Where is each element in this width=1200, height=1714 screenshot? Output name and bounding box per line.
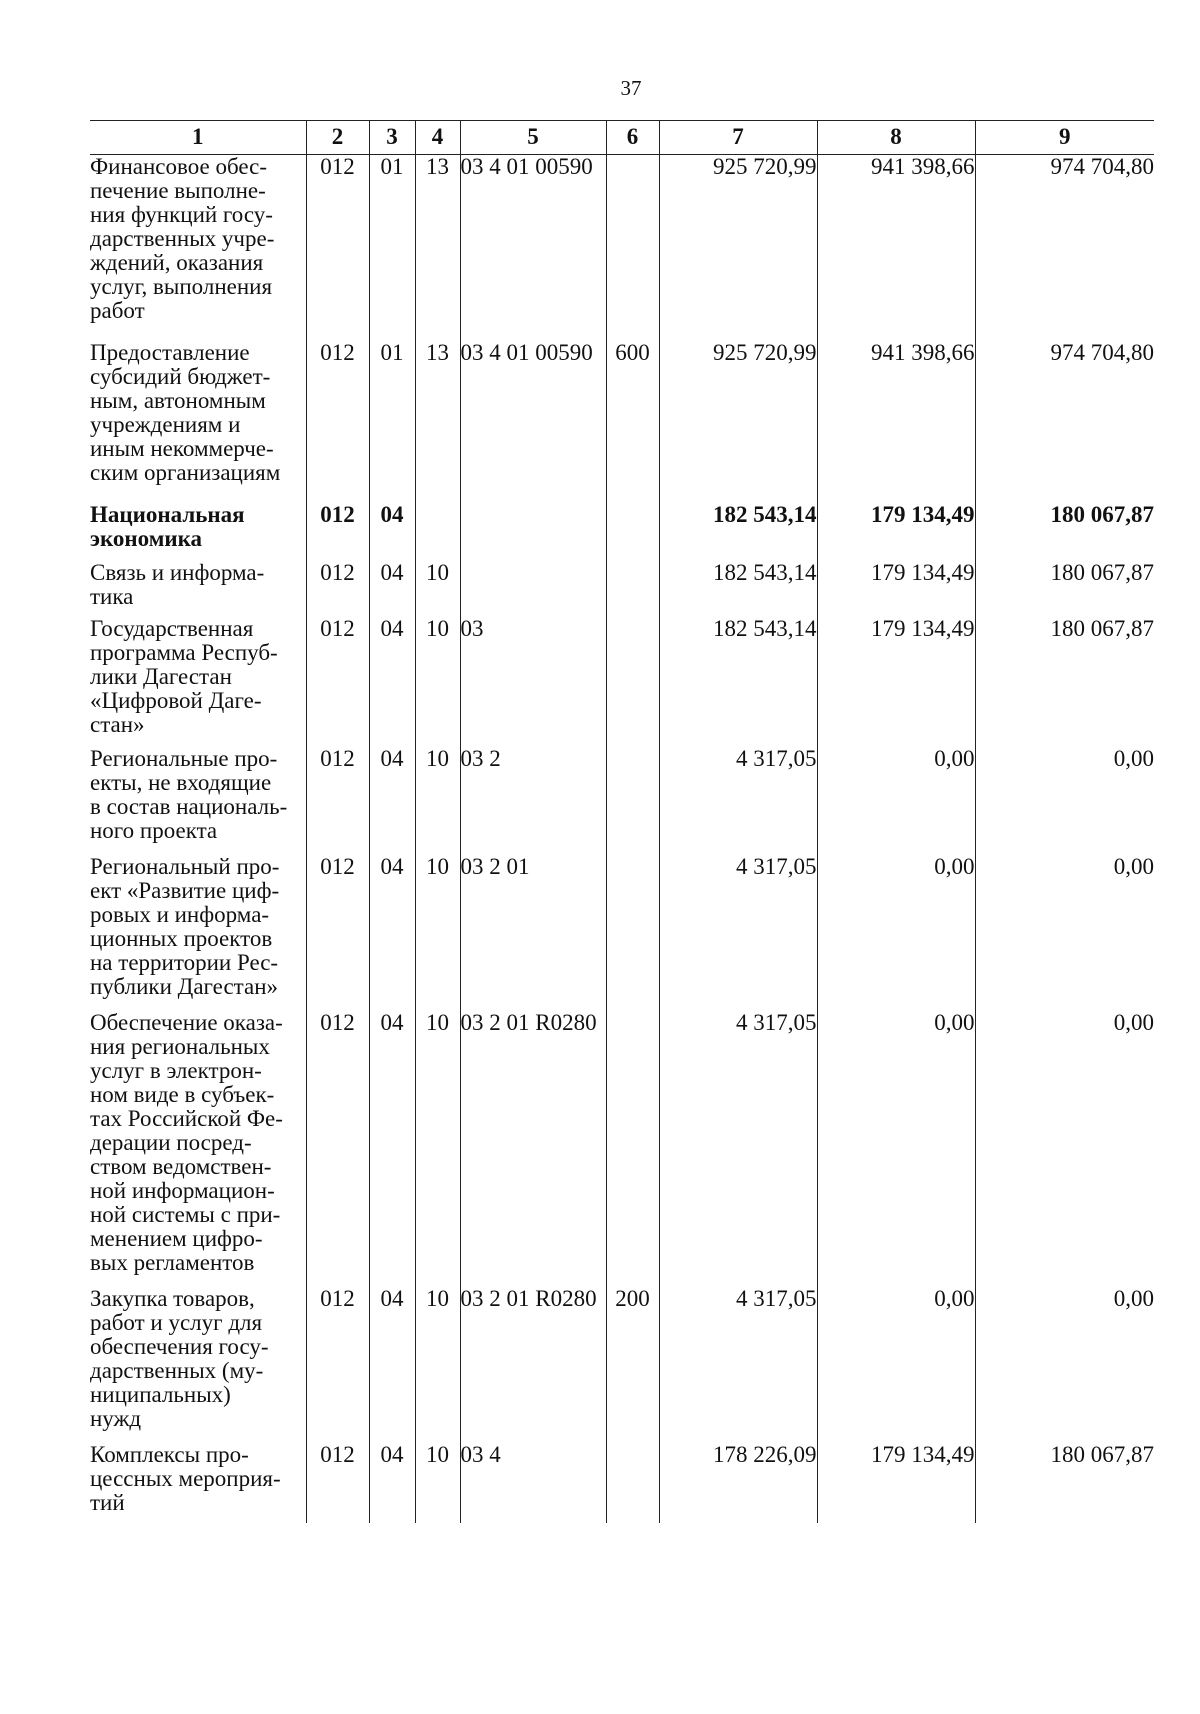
row-name-line: обеспечения госу- <box>90 1334 269 1359</box>
row-name-line: работ <box>90 298 145 323</box>
row-section-code: 04 <box>369 1443 415 1523</box>
row-amount-year-3: 974 704,80 <box>975 341 1154 503</box>
page-number: 37 <box>620 76 642 100</box>
row-target-article: 03 <box>460 617 606 747</box>
row-target-article: 03 2 <box>460 747 606 855</box>
row-amount-year-2: 0,00 <box>817 1287 975 1443</box>
row-name-line: ной системы с при- <box>90 1202 281 1227</box>
row-amount-year-2: 941 398,66 <box>817 341 975 503</box>
row-name-line: ния функций госу- <box>90 202 273 227</box>
row-grbs-code: 012 <box>306 1011 369 1287</box>
row-expense-type <box>606 617 659 747</box>
row-amount-year-3: 180 067,87 <box>975 617 1154 747</box>
row-name-line: ниципальных) <box>90 1382 231 1407</box>
row-name-line: ной информацион- <box>90 1178 275 1203</box>
row-amount-year-2: 0,00 <box>817 747 975 855</box>
header-col-2: 2 <box>306 121 369 155</box>
row-amount-year-3: 180 067,87 <box>975 561 1154 617</box>
row-grbs-code: 012 <box>306 155 369 342</box>
row-section-code: 04 <box>369 561 415 617</box>
row-name-line: Региональный про- <box>90 854 280 879</box>
row-grbs-code: 012 <box>306 855 369 1011</box>
row-amount-year-3: 974 704,80 <box>975 155 1154 342</box>
row-name <box>90 1011 306 1287</box>
row-grbs-code: 012 <box>306 561 369 617</box>
row-amount-year-1: 178 226,09 <box>659 1443 817 1523</box>
header-col-5: 5 <box>460 121 606 155</box>
table-row <box>90 341 1154 503</box>
row-section-code: 01 <box>369 341 415 503</box>
row-amount-year-1: 925 720,99 <box>659 155 817 342</box>
row-section-code: 04 <box>369 617 415 747</box>
table-row <box>90 561 1154 617</box>
row-amount-year-3: 180 067,87 <box>975 1443 1154 1523</box>
header-col-6: 6 <box>606 121 659 155</box>
row-grbs-code: 012 <box>306 341 369 503</box>
row-name-line: ным, автономным <box>90 388 266 413</box>
row-expense-type <box>606 747 659 855</box>
row-name-line: «Цифровой Даге- <box>90 688 262 713</box>
row-amount-year-2: 0,00 <box>817 855 975 1011</box>
row-subsection-code: 10 <box>415 561 460 617</box>
row-target-article <box>460 503 606 561</box>
row-name-line: тах Российской Фе- <box>90 1106 283 1131</box>
row-name <box>90 617 306 747</box>
row-name-line: менением цифро- <box>90 1226 263 1251</box>
header-col-7: 7 <box>659 121 817 155</box>
row-section-code: 04 <box>369 1287 415 1443</box>
row-name-line: Связь и информа- <box>90 560 265 585</box>
row-name-line: учреждениям и <box>90 412 241 437</box>
row-target-article: 03 4 01 00590 <box>460 155 606 342</box>
row-name-line: Национальная <box>90 502 245 527</box>
row-subsection-code: 10 <box>415 747 460 855</box>
row-name-line: печение выполне- <box>90 178 266 203</box>
row-amount-year-3: 0,00 <box>975 855 1154 1011</box>
row-name-line: тий <box>90 1490 125 1515</box>
row-expense-type <box>606 561 659 617</box>
row-name-line: ционных проектов <box>90 926 273 951</box>
row-name <box>90 155 306 342</box>
table-row <box>90 747 1154 855</box>
row-expense-type <box>606 503 659 561</box>
row-subsection-code: 10 <box>415 617 460 747</box>
row-target-article: 03 2 01 <box>460 855 606 1011</box>
row-expense-type: 200 <box>606 1287 659 1443</box>
row-subsection-code: 13 <box>415 341 460 503</box>
row-grbs-code: 012 <box>306 1287 369 1443</box>
row-name-line: ном виде в субъек- <box>90 1082 275 1107</box>
row-name-line: дерации посред- <box>90 1130 252 1155</box>
row-amount-year-2: 179 134,49 <box>817 503 975 561</box>
row-amount-year-1: 182 543,14 <box>659 503 817 561</box>
row-amount-year-3: 0,00 <box>975 1287 1154 1443</box>
row-amount-year-3: 0,00 <box>975 1011 1154 1287</box>
row-subsection-code: 10 <box>415 1011 460 1287</box>
row-subsection-code: 10 <box>415 1287 460 1443</box>
header-col-8: 8 <box>817 121 975 155</box>
row-name-line: цессных мероприя- <box>90 1466 281 1491</box>
row-section-code: 04 <box>369 1011 415 1287</box>
row-name <box>90 503 306 561</box>
row-name-line: экономика <box>90 526 203 551</box>
row-name-line: Обеспечение оказа- <box>90 1010 283 1035</box>
row-subsection-code <box>415 503 460 561</box>
row-target-article: 03 4 <box>460 1443 606 1523</box>
row-name-line: ния региональных <box>90 1034 270 1059</box>
row-name <box>90 341 306 503</box>
table-row <box>90 617 1154 747</box>
row-name-line: стан» <box>90 712 145 737</box>
row-section-code: 04 <box>369 855 415 1011</box>
row-grbs-code: 012 <box>306 617 369 747</box>
row-section-code: 04 <box>369 747 415 855</box>
row-name-line: тика <box>90 584 134 609</box>
row-grbs-code: 012 <box>306 503 369 561</box>
row-name <box>90 1287 306 1443</box>
row-name-line: нужд <box>90 1406 142 1431</box>
row-name-line: Закупка товаров, <box>90 1286 255 1311</box>
row-name-line: ским организациям <box>90 460 281 485</box>
row-expense-type <box>606 155 659 342</box>
row-name-line: услуг, выполнения <box>90 274 273 299</box>
row-amount-year-2: 179 134,49 <box>817 561 975 617</box>
row-amount-year-1: 4 317,05 <box>659 747 817 855</box>
row-name-line: ровых и информа- <box>90 902 270 927</box>
row-name-line: екты, не входящие <box>90 770 272 795</box>
row-name-line: ждений, оказания <box>90 250 264 275</box>
table-header-row <box>90 121 1154 155</box>
row-name-line: публики Дагестан» <box>90 974 279 999</box>
row-expense-type <box>606 1011 659 1287</box>
row-name <box>90 1443 306 1523</box>
table-row <box>90 1443 1154 1523</box>
header-col-9: 9 <box>975 121 1154 155</box>
row-amount-year-2: 179 134,49 <box>817 617 975 747</box>
row-name-line: ект «Развитие циф- <box>90 878 280 903</box>
table-row <box>90 855 1154 1011</box>
table-row <box>90 155 1154 342</box>
row-subsection-code: 10 <box>415 855 460 1011</box>
row-amount-year-1: 4 317,05 <box>659 1011 817 1287</box>
row-amount-year-2: 941 398,66 <box>817 155 975 342</box>
row-name-line: на территории Рес- <box>90 950 279 975</box>
row-grbs-code: 012 <box>306 747 369 855</box>
row-name-line: программа Респуб- <box>90 640 278 665</box>
row-name-line: вых регламентов <box>90 1250 255 1275</box>
header-col-1: 1 <box>90 121 306 155</box>
row-expense-type <box>606 855 659 1011</box>
row-amount-year-1: 4 317,05 <box>659 1287 817 1443</box>
row-name-line: Предоставление <box>90 340 250 365</box>
row-name-line: Комплексы про- <box>90 1442 249 1467</box>
row-target-article: 03 2 01 R0280 <box>460 1287 606 1443</box>
budget-table <box>90 120 1154 1523</box>
row-name-line: субсидий бюджет- <box>90 364 271 389</box>
row-grbs-code: 012 <box>306 1443 369 1523</box>
row-amount-year-2: 0,00 <box>817 1011 975 1287</box>
row-name <box>90 747 306 855</box>
row-section-code: 01 <box>369 155 415 342</box>
row-name-line: работ и услуг для <box>90 1310 263 1335</box>
row-target-article: 03 4 01 00590 <box>460 341 606 503</box>
row-amount-year-1: 4 317,05 <box>659 855 817 1011</box>
row-name-line: лики Дагестан <box>90 664 232 689</box>
row-amount-year-1: 182 543,14 <box>659 617 817 747</box>
row-amount-year-3: 0,00 <box>975 747 1154 855</box>
row-section-code: 04 <box>369 503 415 561</box>
row-name <box>90 855 306 1011</box>
row-name-line: иным некоммерче- <box>90 436 274 461</box>
row-subsection-code: 10 <box>415 1443 460 1523</box>
row-amount-year-3: 180 067,87 <box>975 503 1154 561</box>
row-name-line: дарственных (му- <box>90 1358 264 1383</box>
row-name-line: Региональные про- <box>90 746 278 771</box>
row-name-line: Государственная <box>90 616 254 641</box>
row-amount-year-1: 182 543,14 <box>659 561 817 617</box>
row-name-line: ством ведомствен- <box>90 1154 272 1179</box>
table-row <box>90 1011 1154 1287</box>
row-target-article: 03 2 01 R0280 <box>460 1011 606 1287</box>
row-name <box>90 561 306 617</box>
row-amount-year-1: 925 720,99 <box>659 341 817 503</box>
row-name-line: услуг в электрон- <box>90 1058 262 1083</box>
row-name-line: в состав националь- <box>90 794 288 819</box>
header-col-4: 4 <box>415 121 460 155</box>
row-expense-type <box>606 1443 659 1523</box>
row-name-line: дарственных учре- <box>90 226 275 251</box>
table-row <box>90 503 1154 561</box>
row-name-line: Финансовое обес- <box>90 154 268 179</box>
row-subsection-code: 13 <box>415 155 460 342</box>
row-expense-type: 600 <box>606 341 659 503</box>
table-body <box>90 155 1154 1524</box>
table-row <box>90 1287 1154 1443</box>
row-target-article <box>460 561 606 617</box>
row-amount-year-2: 179 134,49 <box>817 1443 975 1523</box>
header-col-3: 3 <box>369 121 415 155</box>
row-name-line: ного проекта <box>90 818 218 843</box>
